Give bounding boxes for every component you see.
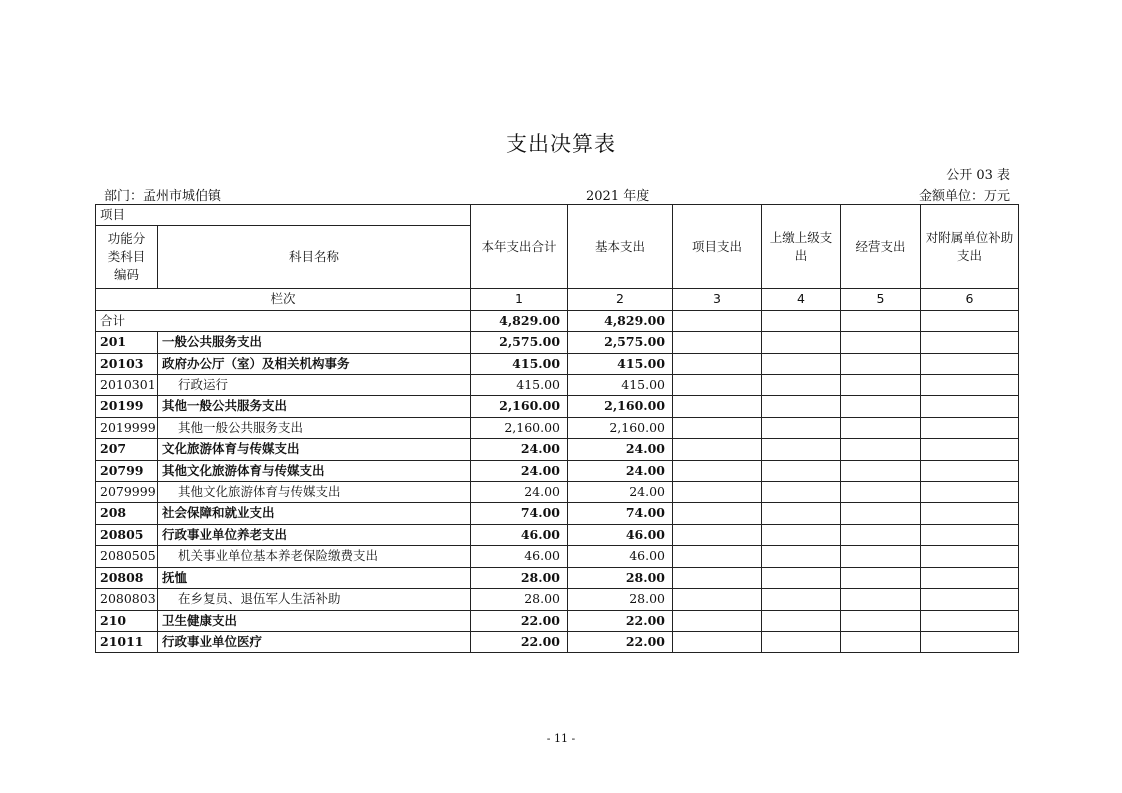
total-cell: 2,575.00 <box>471 332 568 353</box>
upper-header: 上缴上级支出 <box>762 205 841 289</box>
total-cell: 74.00 <box>471 503 568 524</box>
column-label: 栏次 <box>96 289 471 310</box>
department-label: 部门：孟州市城伯镇 <box>104 189 222 204</box>
table-row <box>96 524 1019 545</box>
code-cell: 20103 <box>96 353 158 374</box>
total-cell: 24.00 <box>471 460 568 481</box>
empty-cell <box>762 439 841 460</box>
empty-cell <box>921 524 1019 545</box>
empty-cell <box>841 567 921 588</box>
empty-cell <box>673 567 762 588</box>
table-row <box>96 546 1019 567</box>
code-cell: 2019999 <box>96 417 158 438</box>
name-cell: 在乡复员、退伍军人生活补助 <box>158 589 471 610</box>
basic-cell: 22.00 <box>568 610 673 631</box>
empty-cell <box>762 567 841 588</box>
code-cell: 20808 <box>96 567 158 588</box>
code-cell: 2079999 <box>96 482 158 503</box>
name-cell: 行政事业单位养老支出 <box>158 524 471 545</box>
empty-cell <box>841 353 921 374</box>
empty-cell <box>921 631 1019 652</box>
empty-cell <box>673 524 762 545</box>
table-row <box>96 631 1019 652</box>
total-cell: 28.00 <box>471 589 568 610</box>
total-cell: 415.00 <box>471 375 568 396</box>
code-cell: 2080505 <box>96 546 158 567</box>
empty-cell <box>673 631 762 652</box>
amount-unit: 金额单位：万元 <box>918 189 1010 204</box>
code-cell: 2010301 <box>96 375 158 396</box>
empty-cell <box>921 503 1019 524</box>
project-exp-header: 项目支出 <box>673 205 762 289</box>
name-header: 科目名称 <box>158 226 471 289</box>
basic-cell: 46.00 <box>568 546 673 567</box>
table-row <box>96 567 1019 588</box>
code-cell: 208 <box>96 503 158 524</box>
empty-cell <box>762 353 841 374</box>
empty-cell <box>673 375 762 396</box>
empty-cell <box>841 375 921 396</box>
empty-cell <box>762 396 841 417</box>
empty-cell <box>673 396 762 417</box>
total-cell: 28.00 <box>471 567 568 588</box>
empty-cell <box>762 417 841 438</box>
empty-cell <box>762 610 841 631</box>
col-num-6: 6 <box>921 289 1019 310</box>
empty-cell <box>921 310 1019 331</box>
empty-cell <box>673 503 762 524</box>
table-row <box>96 396 1019 417</box>
empty-cell <box>841 417 921 438</box>
fiscal-year: 2021 年度 <box>586 189 650 204</box>
business-header: 经营支出 <box>841 205 921 289</box>
name-cell: 政府办公厅（室）及相关机构事务 <box>158 353 471 374</box>
name-cell: 行政事业单位医疗 <box>158 631 471 652</box>
basic-cell: 22.00 <box>568 631 673 652</box>
empty-cell <box>762 524 841 545</box>
empty-cell <box>673 546 762 567</box>
name-cell: 文化旅游体育与传媒支出 <box>158 439 471 460</box>
empty-cell <box>762 503 841 524</box>
name-cell: 机关事业单位基本养老保险缴费支出 <box>158 546 471 567</box>
empty-cell <box>921 396 1019 417</box>
empty-cell <box>841 310 921 331</box>
empty-cell <box>762 546 841 567</box>
basic-header: 基本支出 <box>568 205 673 289</box>
empty-cell <box>841 503 921 524</box>
code-cell: 20799 <box>96 460 158 481</box>
empty-cell <box>841 396 921 417</box>
basic-cell: 28.00 <box>568 589 673 610</box>
name-cell: 抚恤 <box>158 567 471 588</box>
page-title: 支出决算表 <box>506 132 616 156</box>
empty-cell <box>673 589 762 610</box>
table-row <box>96 439 1019 460</box>
empty-cell <box>921 589 1019 610</box>
empty-cell <box>921 332 1019 353</box>
empty-cell <box>921 610 1019 631</box>
code-cell: 201 <box>96 332 158 353</box>
empty-cell <box>921 482 1019 503</box>
table-row <box>96 375 1019 396</box>
total-cell: 415.00 <box>471 353 568 374</box>
table-row <box>96 353 1019 374</box>
subsidy-header: 对附属单位补助支出 <box>921 205 1019 289</box>
basic-cell: 24.00 <box>568 482 673 503</box>
empty-cell <box>841 460 921 481</box>
table-row <box>96 503 1019 524</box>
expenditure-table <box>95 204 1019 653</box>
basic-cell: 2,160.00 <box>568 396 673 417</box>
empty-cell <box>673 310 762 331</box>
basic-cell: 415.00 <box>568 375 673 396</box>
empty-cell <box>673 332 762 353</box>
name-cell: 行政运行 <box>158 375 471 396</box>
table-row <box>96 589 1019 610</box>
empty-cell <box>673 439 762 460</box>
total-header: 本年支出合计 <box>471 205 568 289</box>
total-label: 合计 <box>96 310 471 331</box>
basic-cell: 2,575.00 <box>568 332 673 353</box>
total-basic: 4,829.00 <box>568 310 673 331</box>
basic-cell: 415.00 <box>568 353 673 374</box>
empty-cell <box>841 524 921 545</box>
basic-cell: 74.00 <box>568 503 673 524</box>
form-number: 公开 03 表 <box>946 168 1010 183</box>
basic-cell: 2,160.00 <box>568 417 673 438</box>
empty-cell <box>762 482 841 503</box>
empty-cell <box>673 353 762 374</box>
empty-cell <box>762 332 841 353</box>
total-amount: 4,829.00 <box>471 310 568 331</box>
name-cell: 其他一般公共服务支出 <box>158 417 471 438</box>
total-cell: 2,160.00 <box>471 396 568 417</box>
total-row <box>96 310 1019 331</box>
name-cell: 卫生健康支出 <box>158 610 471 631</box>
empty-cell <box>673 460 762 481</box>
total-cell: 22.00 <box>471 631 568 652</box>
empty-cell <box>921 417 1019 438</box>
name-cell: 一般公共服务支出 <box>158 332 471 353</box>
table-row <box>96 610 1019 631</box>
code-cell: 20199 <box>96 396 158 417</box>
table-row <box>96 417 1019 438</box>
total-cell: 24.00 <box>471 439 568 460</box>
name-cell: 社会保障和就业支出 <box>158 503 471 524</box>
page-number: - 11 - <box>546 732 576 745</box>
empty-cell <box>921 353 1019 374</box>
total-cell: 22.00 <box>471 610 568 631</box>
empty-cell <box>921 375 1019 396</box>
empty-cell <box>673 417 762 438</box>
total-cell: 2,160.00 <box>471 417 568 438</box>
empty-cell <box>673 610 762 631</box>
total-cell: 46.00 <box>471 524 568 545</box>
empty-cell <box>762 310 841 331</box>
basic-cell: 46.00 <box>568 524 673 545</box>
empty-cell <box>841 546 921 567</box>
code-cell: 2080803 <box>96 589 158 610</box>
name-cell: 其他文化旅游体育与传媒支出 <box>158 460 471 481</box>
table-row <box>96 332 1019 353</box>
empty-cell <box>841 610 921 631</box>
empty-cell <box>921 460 1019 481</box>
basic-cell: 24.00 <box>568 460 673 481</box>
col-num-4: 4 <box>762 289 841 310</box>
empty-cell <box>841 482 921 503</box>
code-cell: 21011 <box>96 631 158 652</box>
col-num-2: 2 <box>568 289 673 310</box>
empty-cell <box>762 631 841 652</box>
table-row <box>96 460 1019 481</box>
col-num-3: 3 <box>673 289 762 310</box>
empty-cell <box>762 375 841 396</box>
empty-cell <box>921 546 1019 567</box>
empty-cell <box>673 482 762 503</box>
empty-cell <box>762 460 841 481</box>
empty-cell <box>841 332 921 353</box>
name-cell: 其他文化旅游体育与传媒支出 <box>158 482 471 503</box>
empty-cell <box>841 631 921 652</box>
total-cell: 46.00 <box>471 546 568 567</box>
empty-cell <box>921 567 1019 588</box>
code-header: 功能分类科目编码 <box>96 226 158 289</box>
empty-cell <box>762 589 841 610</box>
code-cell: 207 <box>96 439 158 460</box>
col-num-1: 1 <box>471 289 568 310</box>
col-num-5: 5 <box>841 289 921 310</box>
project-header: 项目 <box>96 205 471 226</box>
basic-cell: 24.00 <box>568 439 673 460</box>
name-cell: 其他一般公共服务支出 <box>158 396 471 417</box>
total-cell: 24.00 <box>471 482 568 503</box>
code-cell: 210 <box>96 610 158 631</box>
empty-cell <box>841 439 921 460</box>
code-cell: 20805 <box>96 524 158 545</box>
empty-cell <box>841 589 921 610</box>
table-row <box>96 482 1019 503</box>
basic-cell: 28.00 <box>568 567 673 588</box>
empty-cell <box>921 439 1019 460</box>
